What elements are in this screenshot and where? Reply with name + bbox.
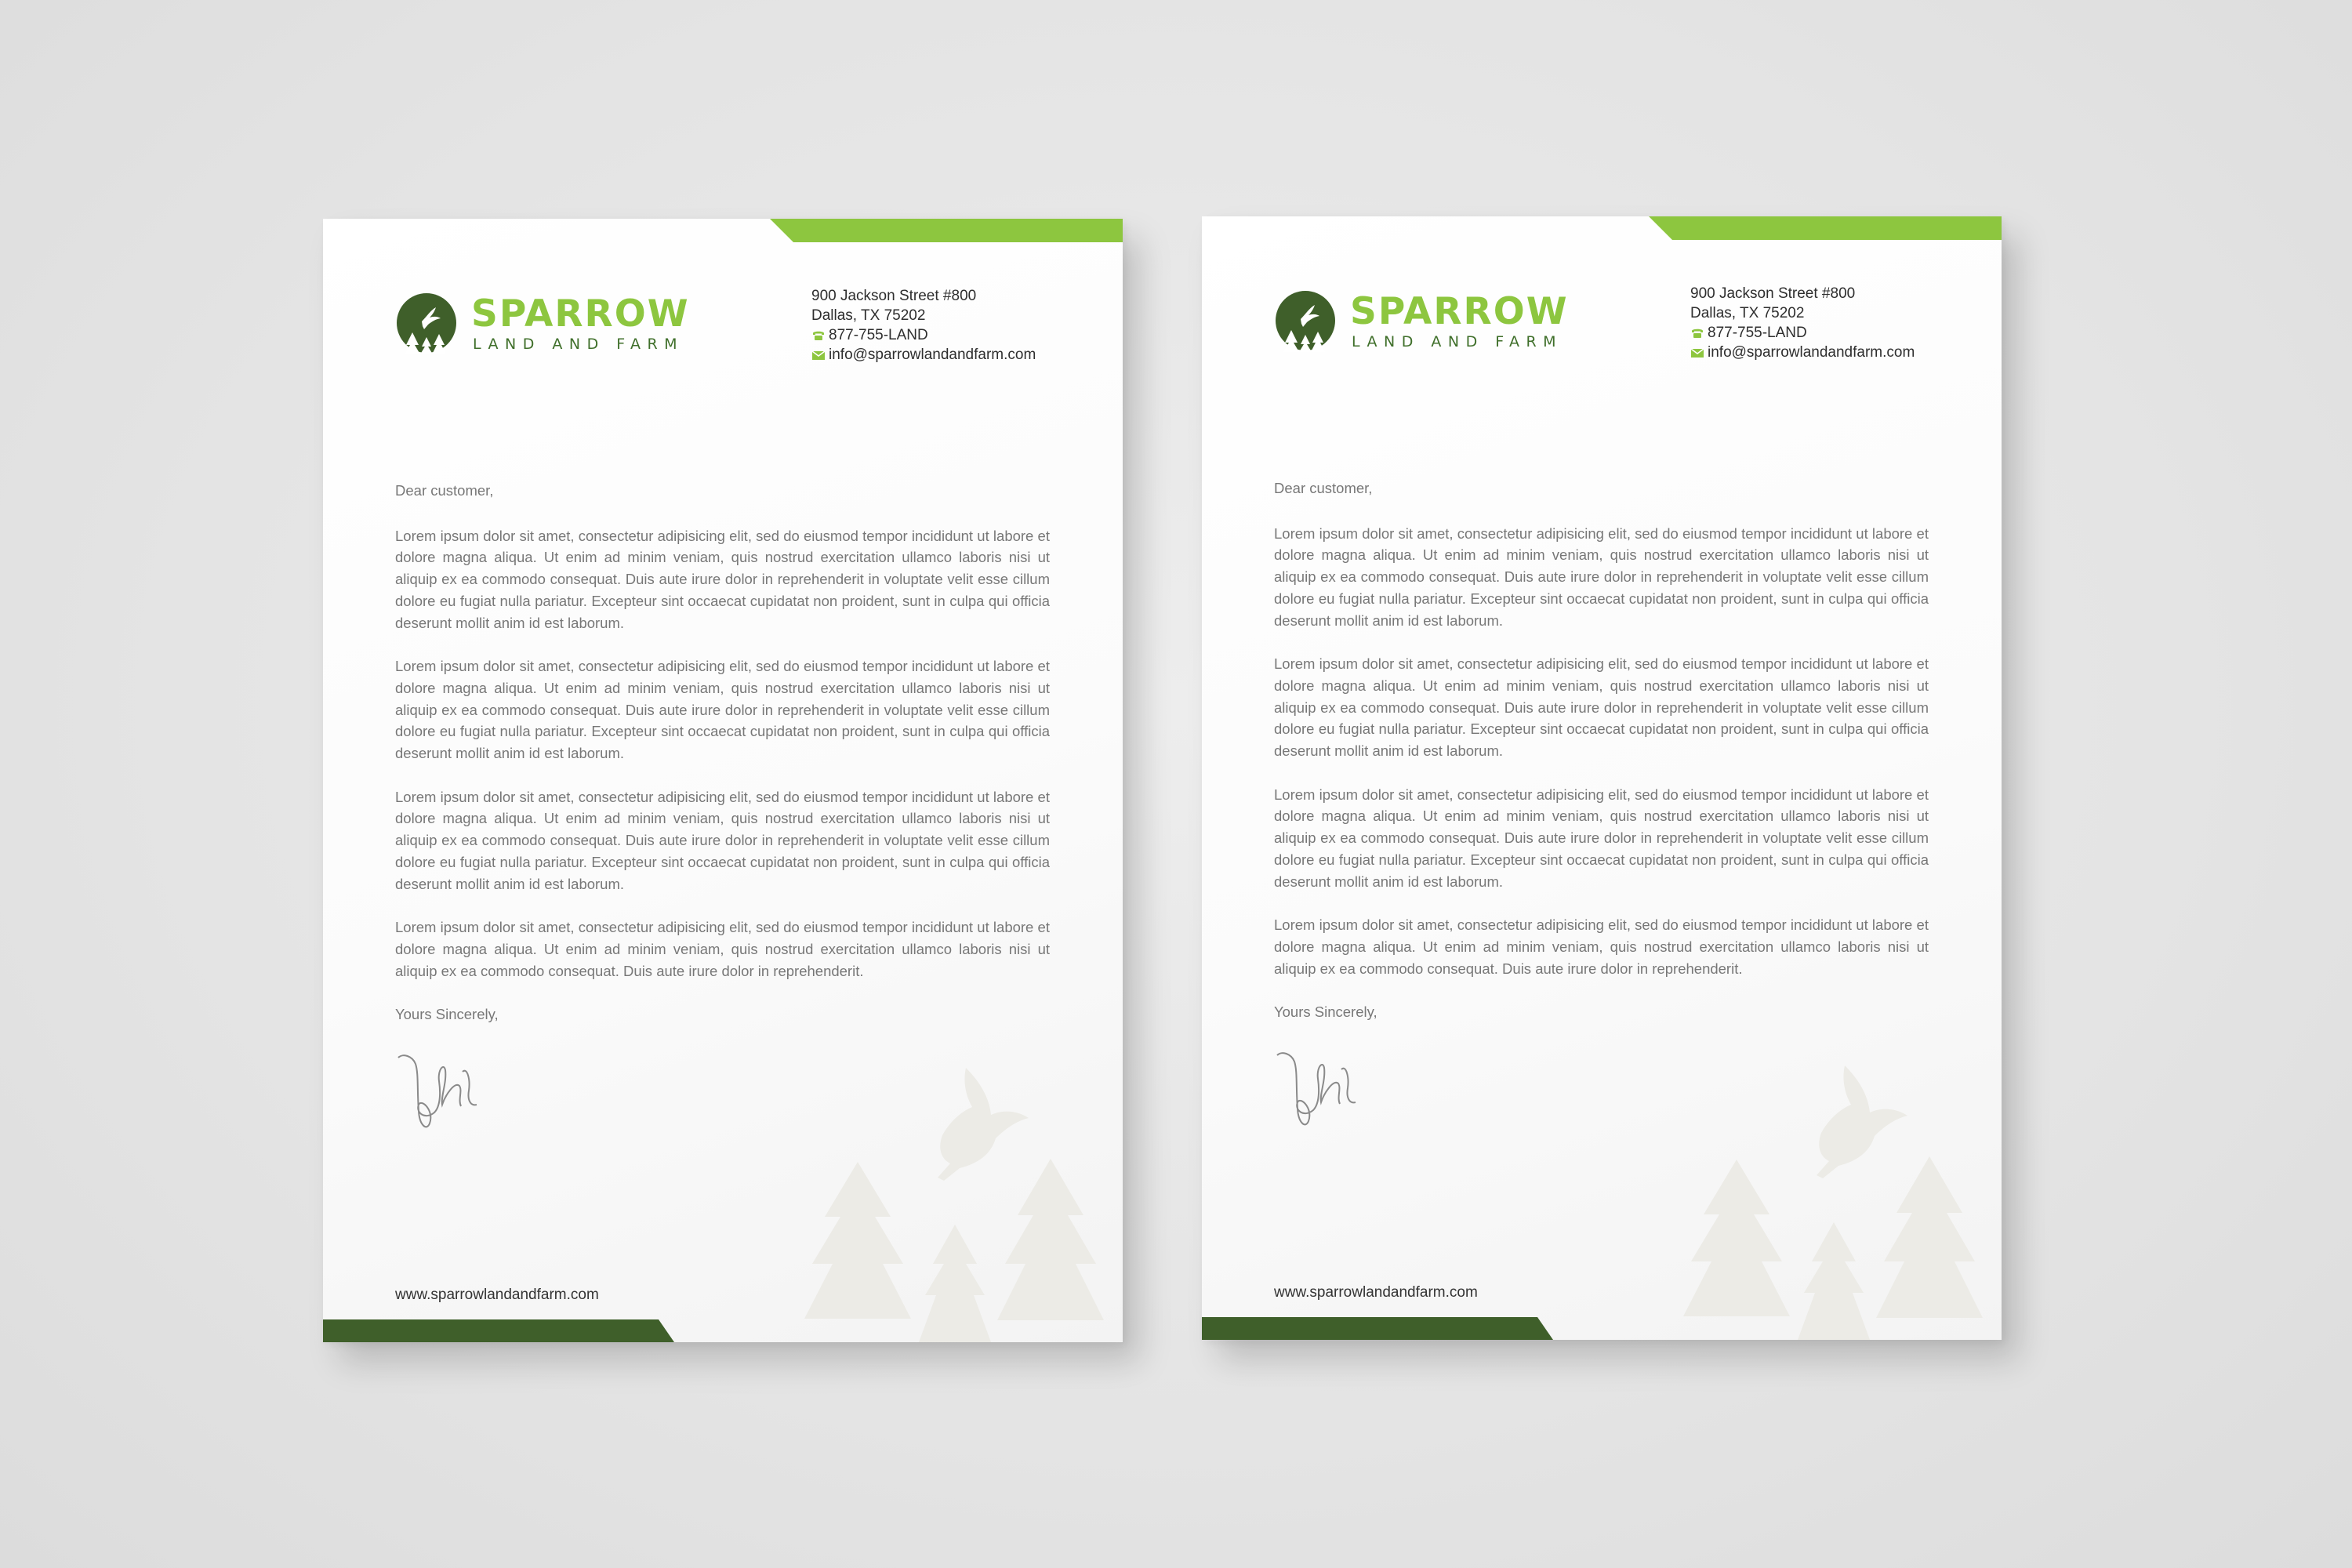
footer-website: www.sparrowlandandfarm.com <box>1274 1284 1478 1301</box>
handwritten-signature <box>395 1050 497 1136</box>
brand-tagline: LAND AND FARM <box>473 336 684 353</box>
brand-logo <box>395 293 709 356</box>
address-line-2: Dallas, TX 75202 <box>1690 305 1805 321</box>
bottom-accent-band <box>323 1319 1123 1342</box>
bottom-accent-band <box>1202 1317 2002 1340</box>
phone-icon <box>811 330 826 341</box>
brand-tagline: LAND AND FARM <box>1352 333 1563 350</box>
bird-and-pine-trees-watermark <box>1672 1034 2002 1340</box>
body-paragraph: Lorem ipsum dolor sit amet, consectetur adipisicing elit, sed do eiusmod tempor incididunt ut labore et dolore magna aliqua. Ut enim ad minim veniam, quis nostrud exercitation ullamco laboris nisi ut aliquip ex ea commodo consequat. Duis aute irure dolor in reprehenderit in voluptate velit esse cillum dolore eu fugiat nulla pariatur. Excepteur sint occaecat cupidatat non proident, sunt in culpa qui officia deserunt mollit anim id est laborum. <box>1274 786 1929 890</box>
footer-website: www.sparrowlandandfarm.com <box>395 1287 599 1303</box>
body-paragraph: Lorem ipsum dolor sit amet, consectetur adipisicing elit, sed do eiusmod tempor incididunt ut labore et dolore magna aliqua. Ut enim ad minim veniam, quis nostrud exercitation ullamco laboris nisi ut aliquip ex ea commodo consequat. Duis aute irure dolor in reprehenderit in voluptate velit esse cillum dolore eu fugiat nulla pariatur. Excepteur sint occaecat cupidatat non proident, sunt in culpa qui officia deserunt mollit anim id est laborum. <box>1274 655 1929 760</box>
greeting: Dear customer, <box>1274 480 1373 496</box>
body-paragraph: Lorem ipsum dolor sit amet, consectetur adipisicing elit, sed do eiusmod tempor incididunt ut labore et dolore magna aliqua. Ut enim ad minim veniam, quis nostrud exercitation ullamco laboris nisi ut aliquip ex ea commodo consequat. Duis aute irure dolor in reprehenderit in voluptate velit esse cillum dolore eu fugiat nulla pariatur. Excepteur sint occaecat cupidatat non proident, sunt in culpa qui officia deserunt mollit anim id est laborum. <box>395 527 1050 631</box>
letterhead-sheet-right <box>1202 216 2002 1340</box>
brand-logo <box>1274 291 1588 354</box>
address-line-1: 900 Jackson Street #800 <box>811 288 977 304</box>
bird-and-pine-trees-watermark <box>793 1036 1123 1342</box>
sparrow-forest-emblem-icon <box>1274 291 1337 354</box>
address-line-1: 900 Jackson Street #800 <box>1690 285 1856 302</box>
letterhead-sheet-left <box>323 219 1123 1342</box>
letter-body <box>1274 477 1929 1045</box>
phone-icon <box>1690 328 1704 339</box>
sparrow-forest-emblem-icon <box>395 293 458 356</box>
phone-number: 877-755-LAND <box>829 327 928 343</box>
phone-number: 877-755-LAND <box>1708 325 1807 341</box>
email-row <box>811 345 1109 365</box>
contact-block <box>1690 284 1988 362</box>
closing: Yours Sincerely, <box>395 1006 499 1023</box>
letter-body <box>395 480 1050 1047</box>
envelope-icon <box>811 350 826 361</box>
address-line-2: Dallas, TX 75202 <box>811 307 926 324</box>
phone-row <box>811 325 1109 345</box>
contact-block <box>811 286 1109 365</box>
handwritten-signature <box>1274 1047 1376 1134</box>
body-paragraph: Lorem ipsum dolor sit amet, consectetur adipisicing elit, sed do eiusmod tempor incididunt ut labore et dolore magna aliqua. Ut enim ad minim veniam, quis nostrud exercitation ullamco laboris nisi ut aliquip ex ea commodo consequat. Duis aute irure dolor in reprehenderit. <box>1274 916 1929 977</box>
greeting: Dear customer, <box>395 482 494 499</box>
email-row <box>1690 343 1988 362</box>
body-paragraph: Lorem ipsum dolor sit amet, consectetur adipisicing elit, sed do eiusmod tempor incididunt ut labore et dolore magna aliqua. Ut enim ad minim veniam, quis nostrud exercitation ullamco laboris nisi ut aliquip ex ea commodo consequat. Duis aute irure dolor in reprehenderit. <box>395 919 1050 979</box>
top-accent-band <box>323 219 1123 242</box>
email-address: info@sparrowlandandfarm.com <box>1708 344 1915 361</box>
body-paragraph: Lorem ipsum dolor sit amet, consectetur adipisicing elit, sed do eiusmod tempor incididunt ut labore et dolore magna aliqua. Ut enim ad minim veniam, quis nostrud exercitation ullamco laboris nisi ut aliquip ex ea commodo consequat. Duis aute irure dolor in reprehenderit in voluptate velit esse cillum dolore eu fugiat nulla pariatur. Excepteur sint occaecat cupidatat non proident, sunt in culpa qui officia deserunt mollit anim id est laborum. <box>395 788 1050 892</box>
body-paragraph: Lorem ipsum dolor sit amet, consectetur adipisicing elit, sed do eiusmod tempor incididunt ut labore et dolore magna aliqua. Ut enim ad minim veniam, quis nostrud exercitation ullamco laboris nisi ut aliquip ex ea commodo consequat. Duis aute irure dolor in reprehenderit in voluptate velit esse cillum dolore eu fugiat nulla pariatur. Excepteur sint occaecat cupidatat non proident, sunt in culpa qui officia deserunt mollit anim id est laborum. <box>1274 524 1929 629</box>
closing: Yours Sincerely, <box>1274 1004 1377 1021</box>
top-accent-band <box>1202 216 2002 240</box>
body-paragraph: Lorem ipsum dolor sit amet, consectetur adipisicing elit, sed do eiusmod tempor incididunt ut labore et dolore magna aliqua. Ut enim ad minim veniam, quis nostrud exercitation ullamco laboris nisi ut aliquip ex ea commodo consequat. Duis aute irure dolor in reprehenderit in voluptate velit esse cillum dolore eu fugiat nulla pariatur. Excepteur sint occaecat cupidatat non proident, sunt in culpa qui officia deserunt mollit anim id est laborum. <box>395 658 1050 762</box>
phone-row <box>1690 323 1988 343</box>
email-address: info@sparrowlandandfarm.com <box>829 347 1036 363</box>
brand-name: SPARROW <box>471 292 690 336</box>
brand-name: SPARROW <box>1350 290 1569 333</box>
envelope-icon <box>1690 347 1704 358</box>
